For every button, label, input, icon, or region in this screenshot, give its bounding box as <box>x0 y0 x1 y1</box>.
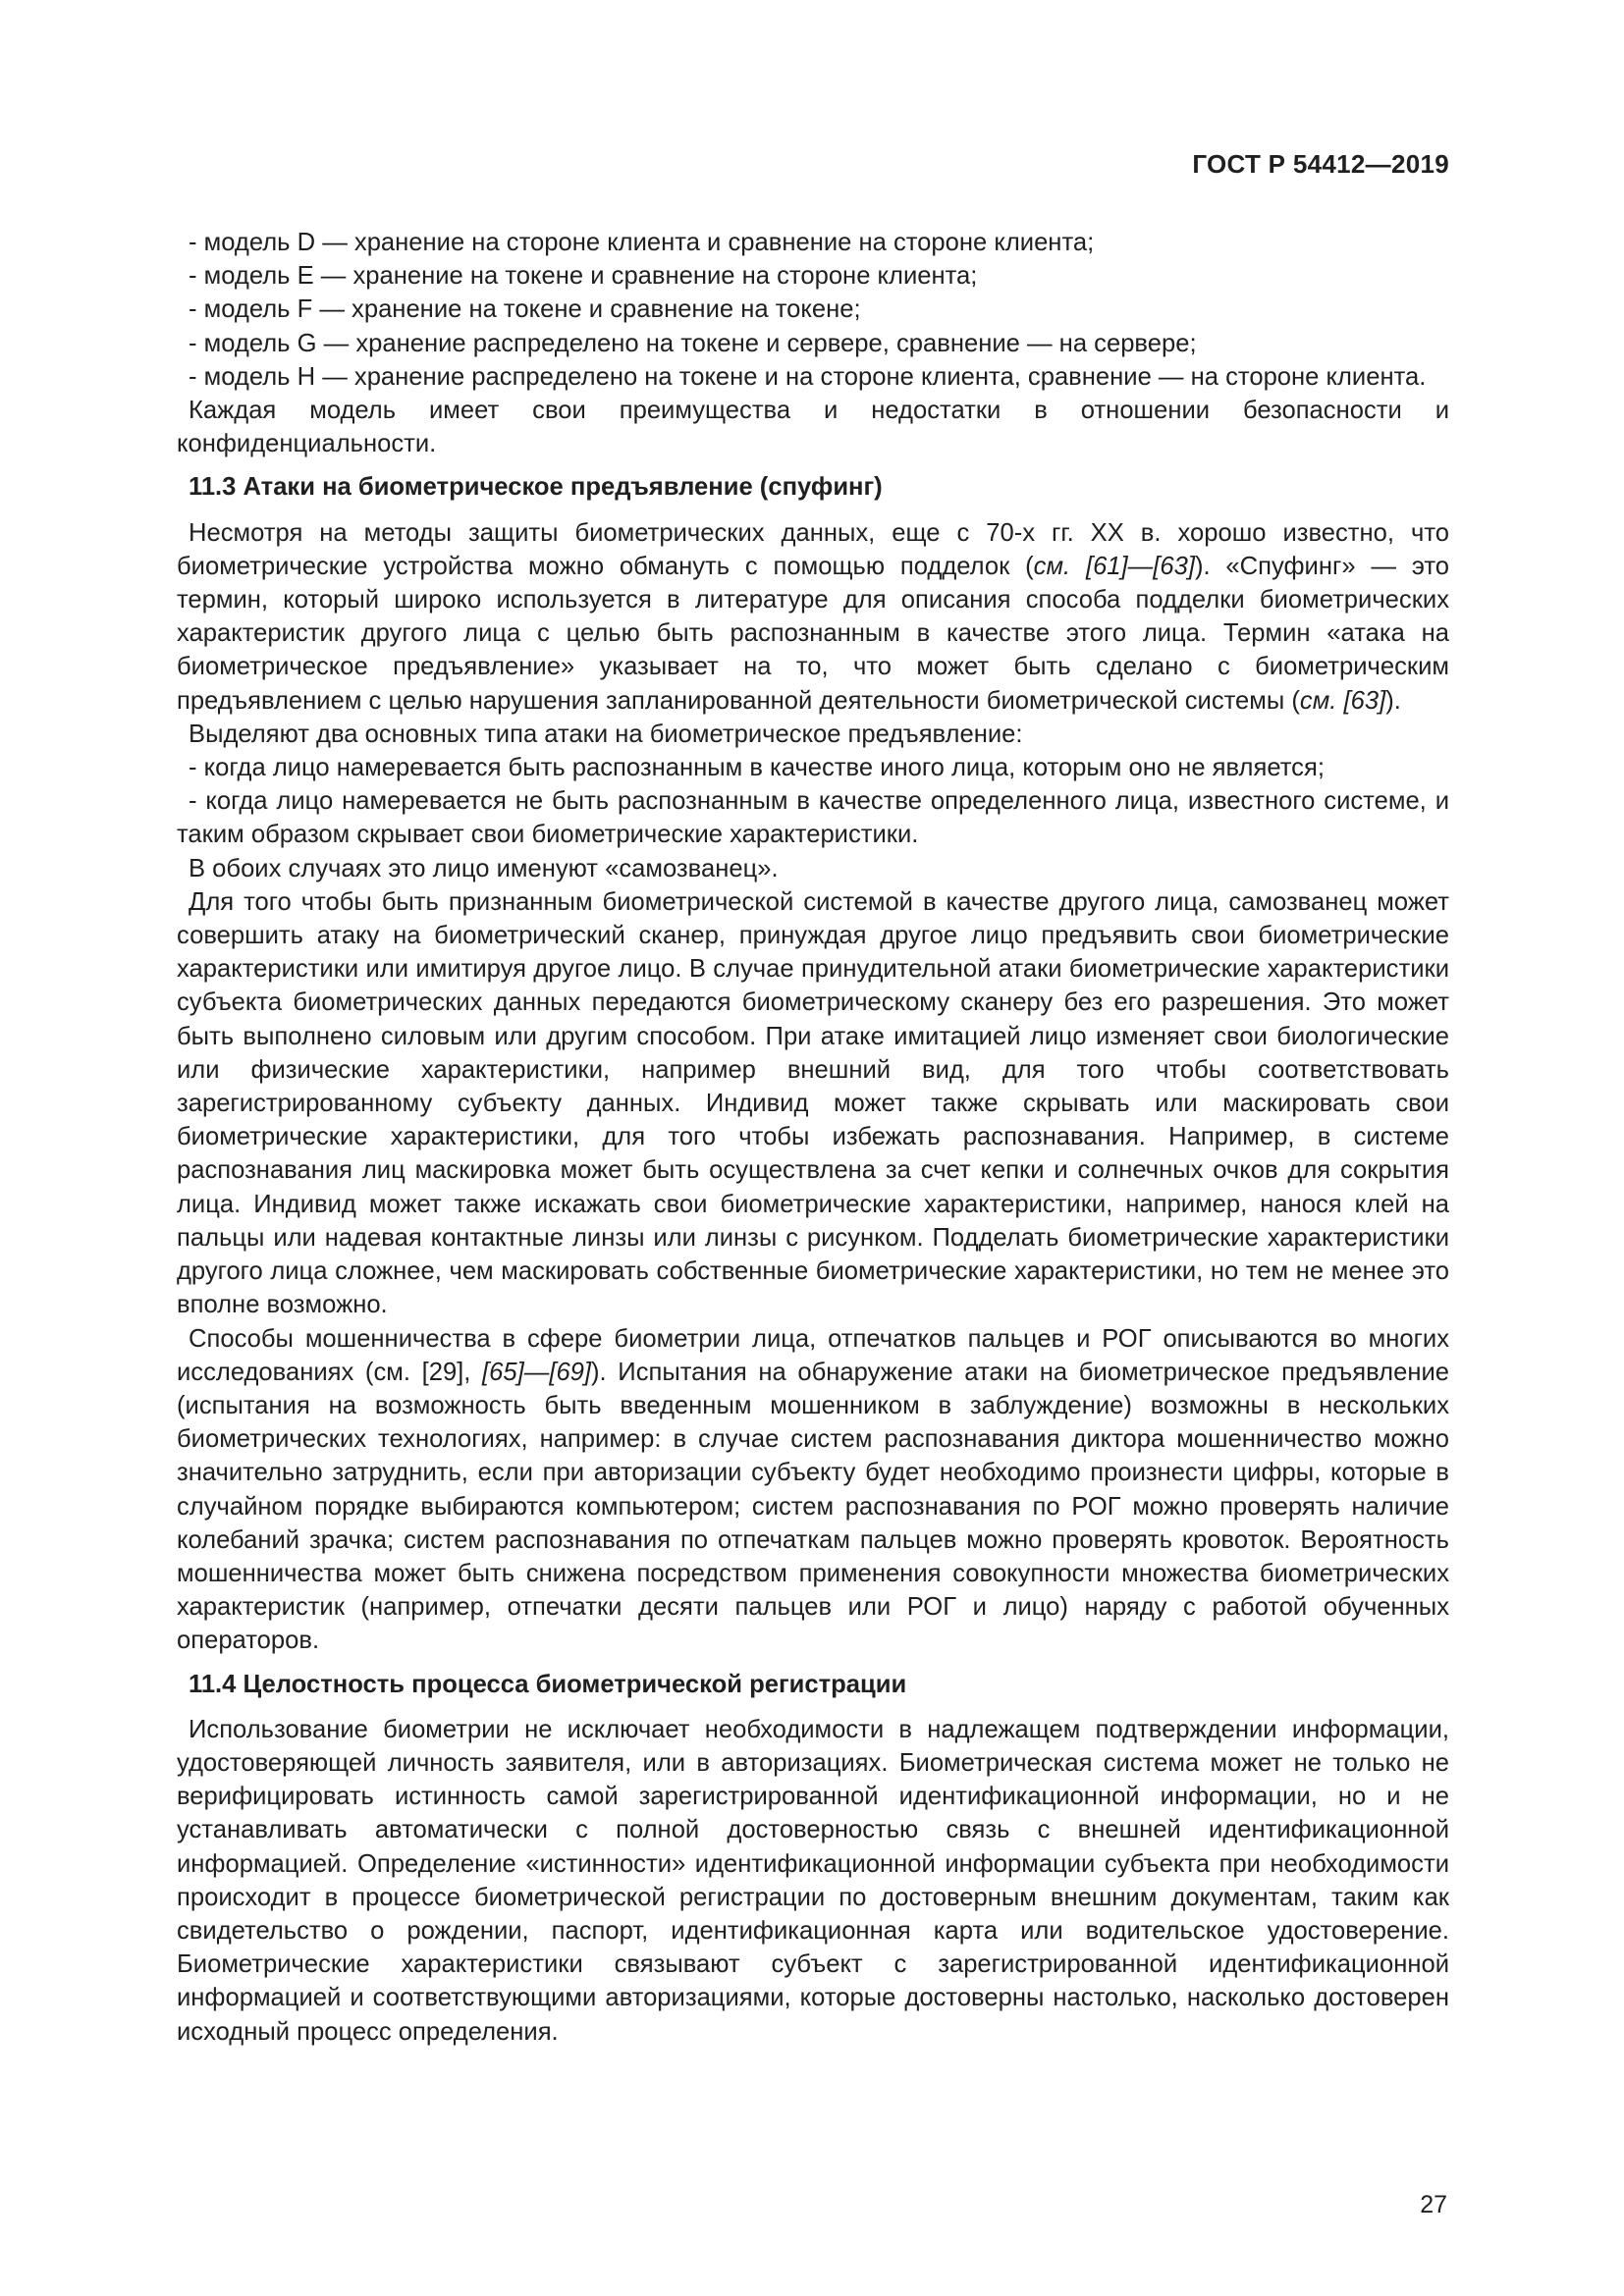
text-run: ). <box>1385 686 1401 715</box>
section-11-3-paragraph-4: Для того чтобы быть признанным биометрической системой в качестве другого лица, самозванец может совершить атаку на биометрический сканер, принуждая другое лицо предъявить свои биометрические характеристики или имитируя другое лицо. В случае принудительной атаки биометрические характеристики субъекта биометрических данных передаются биометрическому сканеру без его разрешения. Это может быть выполнено силовым или другим способом. При атаке имитацией лицо изменяет свои биологические или физические характеристики, например внешний вид, для того чтобы соответствовать зарегистрированному субъекту данных. Индивид может также скрывать или маскировать свои биометрические характеристики, для того чтобы избежать распознавания. Например, в системе распознавания лиц маскировка может быть осуществлена за счет кепки и солнечных очков для сокрытия лица. Индивид может также искажать свои биометрические характеристики, например, нанося клей на пальцы или надевая контактные линзы или линзы с рисунком. Подделать биометрические характеристики другого лица сложнее, чем маскировать собственные биометрические характеристики, но тем не менее это вполне возможно. <box>177 887 1449 1319</box>
list-item-model-g: - модель G — хранение распределено на токене и сервере, сравнение — на сервере; <box>189 329 1197 357</box>
section-11-3-paragraph-2: Выделяют два основных типа атаки на биометрическое предъявление: <box>189 720 1023 748</box>
document-body <box>177 226 1449 2049</box>
section-11-3-title: 11.3 Атаки на биометрическое предъявление (спуфинг) <box>189 473 883 502</box>
text-run: ). «Спуфинг» — это термин, который широко используется в литературе для описания способа подделки биометрических характеристик другого лица с целью быть распознанным в качестве этого лица. Термин «атака на биометрическое предъявление» указывает на то, что может быть сделано с биометрическим предъявлением с целью нарушения запланированной деятельности биометрической системы ( <box>177 552 1449 715</box>
text-run: Способы мошенничества в сфере биометрии лица, отпечатков пальцев и РОГ описываются во многих исследованиях (см. [29], <box>177 1324 1449 1386</box>
reference: см. [63] <box>1299 686 1386 715</box>
standard-header: ГОСТ Р 54412—2019 <box>1192 149 1449 179</box>
page-number: 27 <box>1420 2191 1447 2218</box>
section-11-4-title: 11.4 Целостность процесса биометрической регистрации <box>189 1670 907 1698</box>
list-item-model-f: - модель F — хранение на токене и сравнение на токене; <box>189 295 861 324</box>
text-run: ). Испытания на обнаружение атаки на биометрическое предъявление (испытания на возможность быть введенным мошенником в заблуждение) возможны в нескольких биометрических технологиях, например: в случае систем распознавания диктора мошенничество можно значительно затруднить, если при авторизации субъекту будет необходимо произнести цифры, которые в случайном порядке выбираются компьютером; систем распознавания по РОГ можно проверять наличие колебаний зрачка; систем распознавания по отпечаткам пальцев можно проверять кровоток. Вероятность мошенничества может быть снижена посредством применения совокупности множества биометрических характеристик (например, отпечатки десяти пальцев или РОГ и лицо) наряду с работой обученных операторов. <box>177 1358 1449 1655</box>
section-11-4-paragraph-1: Использование биометрии не исключает необходимости в надлежащем подтверждении информации, удостоверяющей личность заявителя, или в авторизациях. Биометрическая система может не только не верифицировать истинность самой зарегистрированной идентификационной информации, но и не устанавливать автоматически с полной достоверностью связь с внешней идентификационной информацией. Определение «истинности» идентификационной информации субъекта при необходимости происходит в процессе биометрической регистрации по достоверным внешним документам, таким как свидетельство о рождении, паспорт, идентификационная карта или водительское удостоверение. Биометрические характеристики связывают субъект с зарегистрированной идентификационной информацией и соответствующими авторизациями, которые достоверны настолько, насколько достоверен исходный процесс определения. <box>177 1715 1449 2046</box>
list-item-attack-type-2: - когда лицо намеревается не быть распознанным в качестве определенного лица, известного системе, и таким образом скрывает свои биометрические характеристики. <box>177 787 1449 849</box>
reference: [65]—[69] <box>482 1358 592 1386</box>
list-item-model-d: - модель D — хранение на стороне клиента и сравнение на стороне клиента; <box>189 229 1095 256</box>
text-run: Несмотря на методы защиты биометрических данных, еще с 70-х гг. XX в. хорошо известно, что биометрические устройства можно обмануть с помощью подделок ( <box>177 518 1449 580</box>
reference: см. [61]—[63] <box>1033 552 1195 580</box>
list-item-model-e: - модель E — хранение на токене и сравнение на стороне клиента; <box>189 262 978 291</box>
list-item-model-h: - модель H — хранение распределено на токене и на стороне клиента, сравнение — на стороне клиента. <box>189 362 1427 391</box>
section-11-3-paragraph-3: В обоих случаях это лицо именуют «самозванец». <box>189 854 779 882</box>
paragraph-models: Каждая модель имеет свои преимущества и недостатки в отношении безопасности и конфиденциальности. <box>177 397 1449 458</box>
section-11-3-paragraph-5 <box>177 1322 1449 1658</box>
section-11-3-paragraph-1 <box>177 516 1449 718</box>
list-item-attack-type-1: - когда лицо намеревается быть распознанным в качестве иного лица, которым оно не является; <box>189 754 1325 782</box>
